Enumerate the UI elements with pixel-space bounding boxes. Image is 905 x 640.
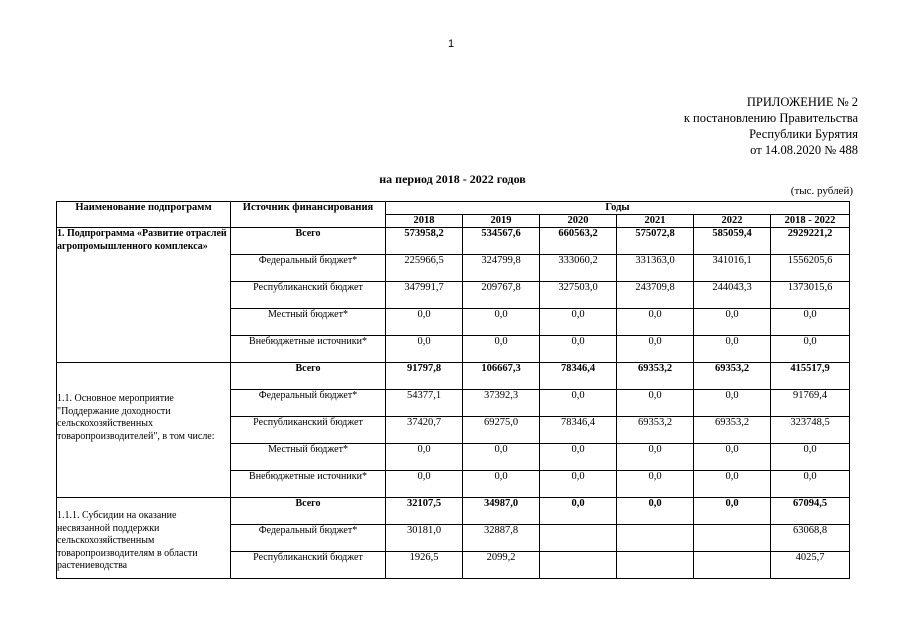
source-cell: Республиканский бюджет	[231, 552, 386, 579]
value-cell: 0,0	[540, 309, 617, 336]
source-cell: Федеральный бюджет*	[231, 255, 386, 282]
value-cell: 0,0	[463, 444, 540, 471]
source-cell: Внебюджетные источники*	[231, 336, 386, 363]
value-cell: 0,0	[771, 336, 850, 363]
header-year: 2022	[694, 215, 771, 228]
value-cell: 32887,8	[463, 525, 540, 552]
value-cell: 333060,2	[540, 255, 617, 282]
activity-name: 1.1. Основное мероприятие "Поддержание доходности сельскохозяйственных товаропроизводителей", в том числе:	[57, 363, 231, 498]
value-cell	[540, 525, 617, 552]
value-cell: 585059,4	[694, 228, 771, 255]
value-cell: 0,0	[771, 471, 850, 498]
value-cell: 209767,8	[463, 282, 540, 309]
value-cell: 0,0	[771, 444, 850, 471]
value-cell: 0,0	[694, 336, 771, 363]
value-cell: 69353,2	[617, 363, 694, 390]
value-cell: 327503,0	[540, 282, 617, 309]
table-row	[57, 498, 850, 525]
value-cell: 225966,5	[386, 255, 463, 282]
value-cell: 0,0	[771, 309, 850, 336]
source-cell: Всего	[231, 498, 386, 525]
value-cell: 0,0	[386, 444, 463, 471]
subsidy-name: 1.1.1. Субсидии на оказание несвязанной поддержки сельскохозяйственным товаропроизводителям в области растениеводства	[57, 498, 231, 579]
value-cell: 78346,4	[540, 417, 617, 444]
appendix-line-1: ПРИЛОЖЕНИЕ № 2	[746, 95, 858, 109]
source-cell: Внебюджетные источники*	[231, 471, 386, 498]
value-cell: 0,0	[617, 498, 694, 525]
value-cell: 0,0	[694, 471, 771, 498]
value-cell: 0,0	[617, 390, 694, 417]
value-cell: 0,0	[540, 336, 617, 363]
financing-table	[56, 201, 850, 579]
source-cell: Местный бюджет*	[231, 309, 386, 336]
units-label: (тыс. рублей)	[790, 185, 853, 197]
period-title: на период 2018 - 2022 годов	[379, 172, 526, 186]
value-cell: 1556205,6	[771, 255, 850, 282]
value-cell: 37420,7	[386, 417, 463, 444]
value-cell: 78346,4	[540, 363, 617, 390]
value-cell: 106667,3	[463, 363, 540, 390]
value-cell: 91797,8	[386, 363, 463, 390]
header-source: Источник финансирования	[231, 202, 386, 228]
value-cell: 0,0	[463, 309, 540, 336]
value-cell: 0,0	[463, 471, 540, 498]
source-cell: Республиканский бюджет	[231, 282, 386, 309]
value-cell: 347991,7	[386, 282, 463, 309]
value-cell: 0,0	[617, 471, 694, 498]
header-name: Наименование подпрограмм	[57, 202, 231, 228]
value-cell: 0,0	[386, 309, 463, 336]
appendix-line-4: от 14.08.2020 № 488	[750, 143, 858, 157]
value-cell: 37392,3	[463, 390, 540, 417]
value-cell: 660563,2	[540, 228, 617, 255]
subprogram-name: 1. Подпрограмма «Развитие отраслей агропромышленного комплекса»	[57, 228, 231, 363]
value-cell: 54377,1	[386, 390, 463, 417]
value-cell: 0,0	[386, 336, 463, 363]
value-cell: 4025,7	[771, 552, 850, 579]
source-cell: Федеральный бюджет*	[231, 525, 386, 552]
value-cell: 323748,5	[771, 417, 850, 444]
value-cell: 69353,2	[617, 417, 694, 444]
value-cell: 575072,8	[617, 228, 694, 255]
header-years-group: Годы	[386, 202, 850, 215]
header-year: 2018	[386, 215, 463, 228]
value-cell: 63068,8	[771, 525, 850, 552]
value-cell: 0,0	[540, 471, 617, 498]
header-year: 2021	[617, 215, 694, 228]
value-cell: 243709,8	[617, 282, 694, 309]
value-cell: 534567,6	[463, 228, 540, 255]
value-cell: 0,0	[694, 309, 771, 336]
value-cell: 67094,5	[771, 498, 850, 525]
value-cell: 341016,1	[694, 255, 771, 282]
value-cell: 0,0	[540, 444, 617, 471]
value-cell: 1373015,6	[771, 282, 850, 309]
value-cell: 573958,2	[386, 228, 463, 255]
source-cell: Федеральный бюджет*	[231, 390, 386, 417]
value-cell: 0,0	[694, 444, 771, 471]
value-cell: 0,0	[463, 336, 540, 363]
value-cell: 69353,2	[694, 417, 771, 444]
appendix-line-3: Республики Бурятия	[749, 127, 858, 141]
table-row	[57, 228, 850, 255]
header-year: 2018 - 2022	[771, 215, 850, 228]
value-cell: 1926,5	[386, 552, 463, 579]
source-cell: Республиканский бюджет	[231, 417, 386, 444]
value-cell: 91769,4	[771, 390, 850, 417]
value-cell: 2099,2	[463, 552, 540, 579]
table-row	[57, 363, 850, 390]
header-year: 2019	[463, 215, 540, 228]
value-cell	[694, 552, 771, 579]
page-number: 1	[448, 38, 455, 50]
value-cell: 331363,0	[617, 255, 694, 282]
value-cell: 69353,2	[694, 363, 771, 390]
value-cell	[694, 525, 771, 552]
source-cell: Всего	[231, 363, 386, 390]
value-cell: 0,0	[617, 309, 694, 336]
source-cell: Всего	[231, 228, 386, 255]
appendix-line-2: к постановлению Правительства	[683, 111, 858, 125]
value-cell: 0,0	[617, 444, 694, 471]
value-cell	[617, 552, 694, 579]
value-cell: 415517,9	[771, 363, 850, 390]
value-cell: 0,0	[540, 390, 617, 417]
value-cell: 0,0	[617, 336, 694, 363]
value-cell	[617, 525, 694, 552]
value-cell: 244043,3	[694, 282, 771, 309]
value-cell: 30181,0	[386, 525, 463, 552]
appendix-header	[684, 94, 858, 158]
value-cell: 0,0	[694, 390, 771, 417]
header-year: 2020	[540, 215, 617, 228]
value-cell: 0,0	[540, 498, 617, 525]
value-cell: 34987,0	[463, 498, 540, 525]
value-cell: 0,0	[694, 498, 771, 525]
value-cell: 69275,0	[463, 417, 540, 444]
value-cell: 2929221,2	[771, 228, 850, 255]
source-cell: Местный бюджет*	[231, 444, 386, 471]
value-cell: 32107,5	[386, 498, 463, 525]
value-cell: 324799,8	[463, 255, 540, 282]
value-cell	[540, 552, 617, 579]
value-cell: 0,0	[386, 471, 463, 498]
